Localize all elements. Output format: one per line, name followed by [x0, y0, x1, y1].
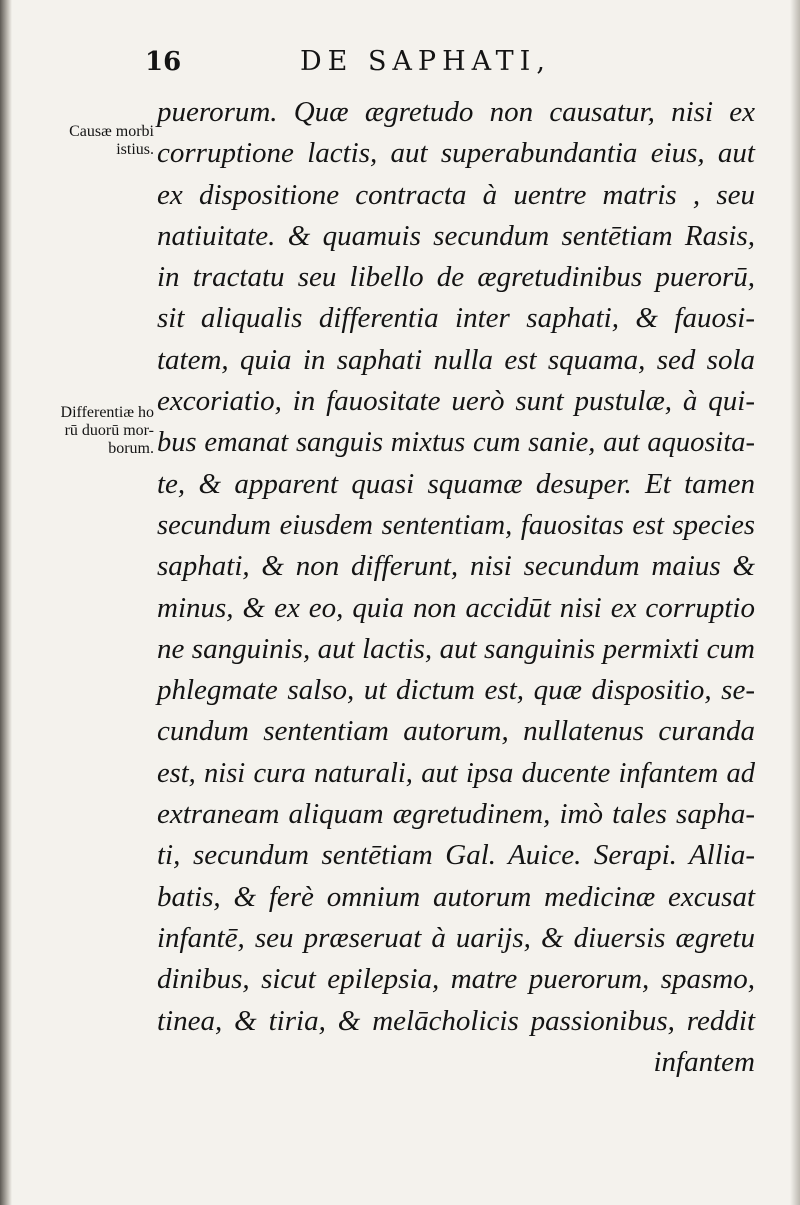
margin-note-line: istius. — [116, 141, 154, 158]
text-line: puerorum. Quæ ægretudo non causatur, nisi ex — [157, 96, 755, 128]
text-line: natiuitate. & quamuis secundum sentētiam Rasis, — [157, 219, 755, 252]
text-line: excoriatio, in fauositate uerò sunt pustulæ, à qui- — [157, 385, 755, 418]
page-header — [0, 42, 800, 82]
margin-note-causae — [10, 123, 154, 159]
text-line: ne sanguinis, aut lactis, aut sanguinis permixti cum — [157, 632, 755, 665]
text-line: batis, & ferè omnium autorum medicinæ excusat — [157, 880, 755, 913]
text-line: sit aliqualis differentia inter saphati, & fauosi- — [157, 302, 755, 335]
text-line: ti, secundum sentētiam Gal. Auice. Serapi. Allia- — [157, 839, 755, 872]
text-line: te, & apparent quasi squamæ desuper. Et tamen — [157, 467, 755, 500]
text-line: saphati, & non differunt, nisi secundum maius & — [157, 550, 755, 583]
running-head: DE SAPHATI, — [300, 46, 551, 77]
text-line: est, nisi cura naturali, aut ipsa ducente infantem ad — [157, 757, 755, 789]
text-line: in tractatu seu libello de ægretudinibus puerorū, — [157, 261, 755, 294]
text-line: infantē, seu præseruat à uarijs, & diuersis ægretu — [157, 921, 755, 954]
margin-note-line: rū duorū mor- — [64, 422, 154, 439]
text-line: cundum sententiam autorum, nullatenus curanda — [157, 715, 755, 748]
text-line: secundum eiusdem sententiam, fauositas est species — [157, 509, 755, 541]
text-line: phlegmate salso, ut dictum est, quæ dispositio, se- — [157, 674, 755, 707]
margin-note-differentiae — [6, 404, 154, 458]
text-line: tinea, & tiria, & melācholicis passionibus, reddit — [157, 1004, 755, 1037]
margin-note-line: borum. — [108, 440, 154, 457]
body-text — [157, 92, 755, 1083]
margin-note-line: Differentiæ ho — [60, 404, 154, 421]
text-line: extraneam aliquam ægretudinem, imò tales sapha- — [157, 798, 755, 831]
text-line: ex dispositione contracta à uentre matris , seu — [157, 178, 755, 211]
margin-note-line: Causæ morbi — [69, 123, 154, 140]
text-line: tatem, quia in saphati nulla est squama, sed sola — [157, 343, 755, 376]
text-line: corruptione lactis, aut superabundantia eius, aut — [157, 137, 755, 170]
catchword: infantem — [653, 1045, 755, 1078]
page-number: 16 — [145, 47, 182, 77]
text-line: bus emanat sanguis mixtus cum sanie, aut aquosita- — [157, 427, 755, 459]
text-line: minus, & ex eo, quia non accidūt nisi ex corruptio — [157, 591, 755, 624]
text-line: dinibus, sicut epilepsia, matre puerorum, spasmo, — [157, 963, 755, 996]
